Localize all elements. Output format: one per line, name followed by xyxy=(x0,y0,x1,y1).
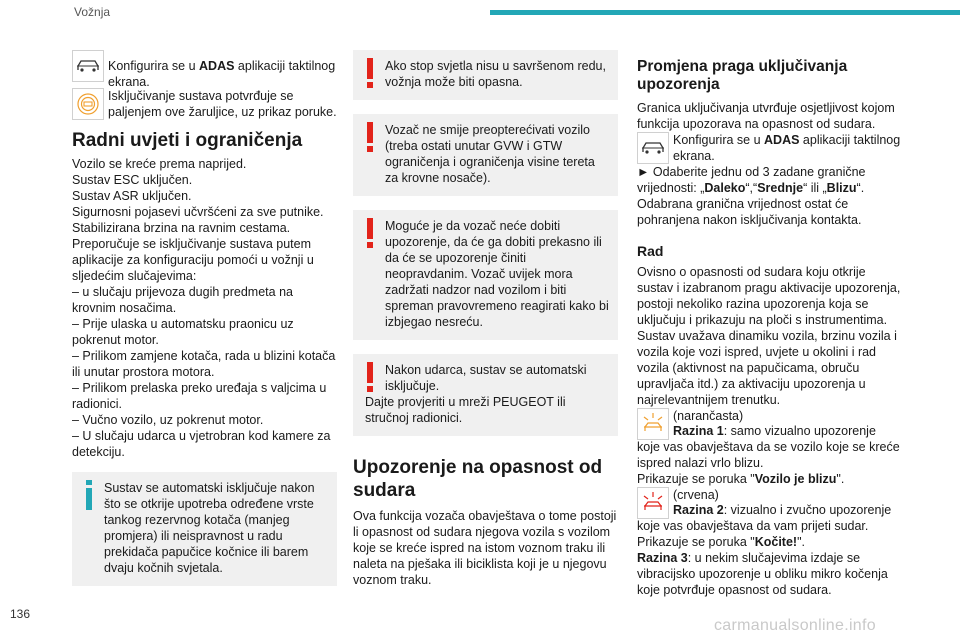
running-header: Vožnja xyxy=(74,5,111,19)
collision-warning-lamp-icon xyxy=(72,88,104,120)
heading-operating-conditions: Radni uvjeti i ograničenja xyxy=(72,130,303,151)
condition-line: – Prilikom zamjene kotača, rada u blizini kotača ili unutar prostora motora. xyxy=(72,349,336,379)
car-outline-icon xyxy=(637,132,669,164)
warning-text: (treba ostati unutar GVW i GTW ograničenja i ograničenja visine tereta za krovne nosače). xyxy=(385,139,595,185)
text: “,“ xyxy=(745,181,758,195)
warning-box-1 xyxy=(353,50,618,100)
condition-line: Vozilo se kreće prema naprijed. xyxy=(72,157,247,171)
condition-line: – u slučaju prijevoza dugih predmeta na krovnim nosačima. xyxy=(72,285,293,315)
level-1-color: (narančasta) xyxy=(673,409,744,423)
warning-text: Ako stop svjetla nisu u savršenom redu, xyxy=(385,59,606,73)
level-1-desc xyxy=(637,423,902,471)
deactivation-text: Isključivanje sustava potvrđuje se paljenjem ove žaruljice, uz prikaz poruke. xyxy=(108,89,337,119)
collision-intro: Ova funkcija vozača obavještava o tome postoji li opasnost od sudara njegova vozila s vozilom koje se kreće ispred na istom voznom traku ili naleta na pješaka ili biciklista koji je u njegovu voznom traku. xyxy=(353,509,617,587)
condition-line: – Prije ulaska u automatsku praonicu uz pokrenut motor. xyxy=(72,317,294,347)
threshold-step xyxy=(637,164,902,196)
operation-para: Sustav uvažava dinamiku vozila, brzinu vozila i vozila koje vozi ispred, uvjete u okolini i rad vozila (aktivnost na papučicama, obruču upravljača itd.) za aktivaciju upozorenja u najrelevantnijem trenutku. xyxy=(637,329,897,407)
conditions-list xyxy=(72,156,337,460)
threshold-intro: Granica uključivanja utvrđuje osjetljivost kojom funkcija upozorava na opasnost od sudara. xyxy=(637,101,895,131)
message: Vozilo je blizu xyxy=(754,472,837,486)
info-box xyxy=(72,472,337,586)
spacer xyxy=(637,424,673,438)
warning-text: Dajte provjeriti u mreži PEUGEOT ili stručnoj radionici. xyxy=(365,395,566,425)
condition-line: Preporučuje se isključivanje sustava putem aplikacije za konfiguraciju pomoći u vožnji u sljedećim slučajevima: xyxy=(72,237,314,283)
warning-text: Vozač ne smije preopterećivati vozilo xyxy=(385,123,590,137)
text-pre: Konfigurira se u xyxy=(673,133,765,147)
level-1-label: Razina 1 xyxy=(673,424,724,438)
heading-collision-warning: Upozorenje na opasnost od sudara xyxy=(353,457,603,501)
watermark: carmanualsonline.info xyxy=(714,617,876,634)
warning-icon xyxy=(365,218,375,248)
adas-config-row xyxy=(637,132,902,164)
text: : vizualno i zvučno upozorenje koje vas obavještava da vam prijeti sudar. xyxy=(637,503,892,533)
info-text-first: Sustav se automatski isključuje nakon xyxy=(104,481,315,495)
level-2-message xyxy=(637,534,902,550)
info-icon xyxy=(84,480,94,510)
warning-text: upozorenje, da će ga dobiti prekasno ili da će se upozorenje činiti neopravdanim. Vozač uvijek mora zadržati nadzor nad vozilom i biti spreman pravovremeno reagirati kako bi izbjegao nesreću. xyxy=(385,235,609,329)
adas-config-row xyxy=(72,50,337,90)
text-post: aplikaciji taktilnog ekrana. xyxy=(673,133,901,163)
adas-label: ADAS xyxy=(764,133,800,147)
page-number: 136 xyxy=(10,607,31,621)
threshold-saved: Odabrana granična vrijednost ostat će pohranjena nakon isključivanja kontakta. xyxy=(637,197,862,227)
condition-line: – Vučno vozilo, uz pokrenut motor. xyxy=(72,413,264,427)
text: “. xyxy=(856,181,865,195)
warning-box-3 xyxy=(353,210,618,340)
column-1 xyxy=(72,50,337,596)
warning-box-4 xyxy=(353,354,618,436)
deactivation-row xyxy=(72,88,337,120)
condition-line: – Prilikom prelaska preko uređaja s valjcima u radionici. xyxy=(72,381,327,411)
text-pre: Konfigurira se u xyxy=(108,59,200,73)
text: Prikazuje se poruka " xyxy=(637,535,755,549)
text: : u nekim slučajevima izdaje se vibracijsko upozorenje u obliku mikro kočenja koje potvrđuje opasnost od sudara. xyxy=(637,551,888,597)
heading-threshold: Promjena praga uključivanja upozorenja xyxy=(637,58,848,93)
condition-line: – U slučaju udarca u vjetrobran kod kamere za detekciju. xyxy=(72,429,331,459)
condition-line: Sigurnosni pojasevi učvršćeni za sve putnike. xyxy=(72,205,324,219)
warning-text: Moguće je da vozač neće dobiti xyxy=(385,219,561,233)
warning-icon xyxy=(365,122,375,152)
column-3 xyxy=(637,50,902,598)
column-2 xyxy=(353,50,618,588)
level-3-label: Razina 3 xyxy=(637,551,688,565)
option-far: Daleko xyxy=(704,181,746,195)
condition-line: Sustav ASR uključen. xyxy=(72,189,192,203)
level-3-desc xyxy=(637,550,902,598)
warning-icon xyxy=(365,58,375,88)
info-text-rest: što se otkrije upotreba određene vrste tankog rezervnog kotača (manjeg promjera) ili neispravnost u radu prekidača papučice kočnice ili barem dvaju kočnih svjetala. xyxy=(104,497,314,575)
level-2-color: (crvena) xyxy=(673,488,719,502)
option-near: Blizu xyxy=(826,181,857,195)
operation-para: Ovisno o opasnosti od sudara koju otkrije sustav i izabranom pragu aktivacije upozorenja, postoji nekoliko razina upozorenja koja se uključuju i prikazuju na ploči s instrumentima. xyxy=(637,265,901,327)
text: Prikazuje se poruka " xyxy=(637,472,755,486)
adas-label: ADAS xyxy=(199,59,235,73)
warning-text: isključuje. xyxy=(385,379,440,393)
text: : samo vizualno upozorenje koje vas obavještava da se vozilo koje se kreće ispred nalazi vrlo blizu. xyxy=(637,424,900,470)
text-post: aplikaciji taktilnog ekrana. xyxy=(108,59,336,89)
message: Kočite! xyxy=(754,535,798,549)
condition-line: Stabilizirana brzina na ravnim cestama. xyxy=(72,221,291,235)
car-outline-icon xyxy=(72,50,104,82)
warning-icon xyxy=(365,362,375,392)
level-1-message xyxy=(637,471,902,487)
warning-box-2 xyxy=(353,114,618,196)
text: “ ili „ xyxy=(803,181,827,195)
level-2-label: Razina 2 xyxy=(673,503,724,517)
option-medium: Srednje xyxy=(757,181,804,195)
level-2-desc xyxy=(637,502,902,534)
text: ". xyxy=(836,472,845,486)
text: ". xyxy=(797,535,805,549)
header-accent-bar xyxy=(490,10,960,15)
heading-operation: Rad xyxy=(637,243,664,259)
text: ► Odaberite jednu od 3 zadane granične vrijednosti: „ xyxy=(637,165,866,195)
warning-text: Nakon udarca, sustav se automatski xyxy=(385,363,587,377)
condition-line: Sustav ESC uključen. xyxy=(72,173,193,187)
warning-text: vožnja može biti opasna. xyxy=(385,75,523,89)
spacer xyxy=(637,503,673,517)
